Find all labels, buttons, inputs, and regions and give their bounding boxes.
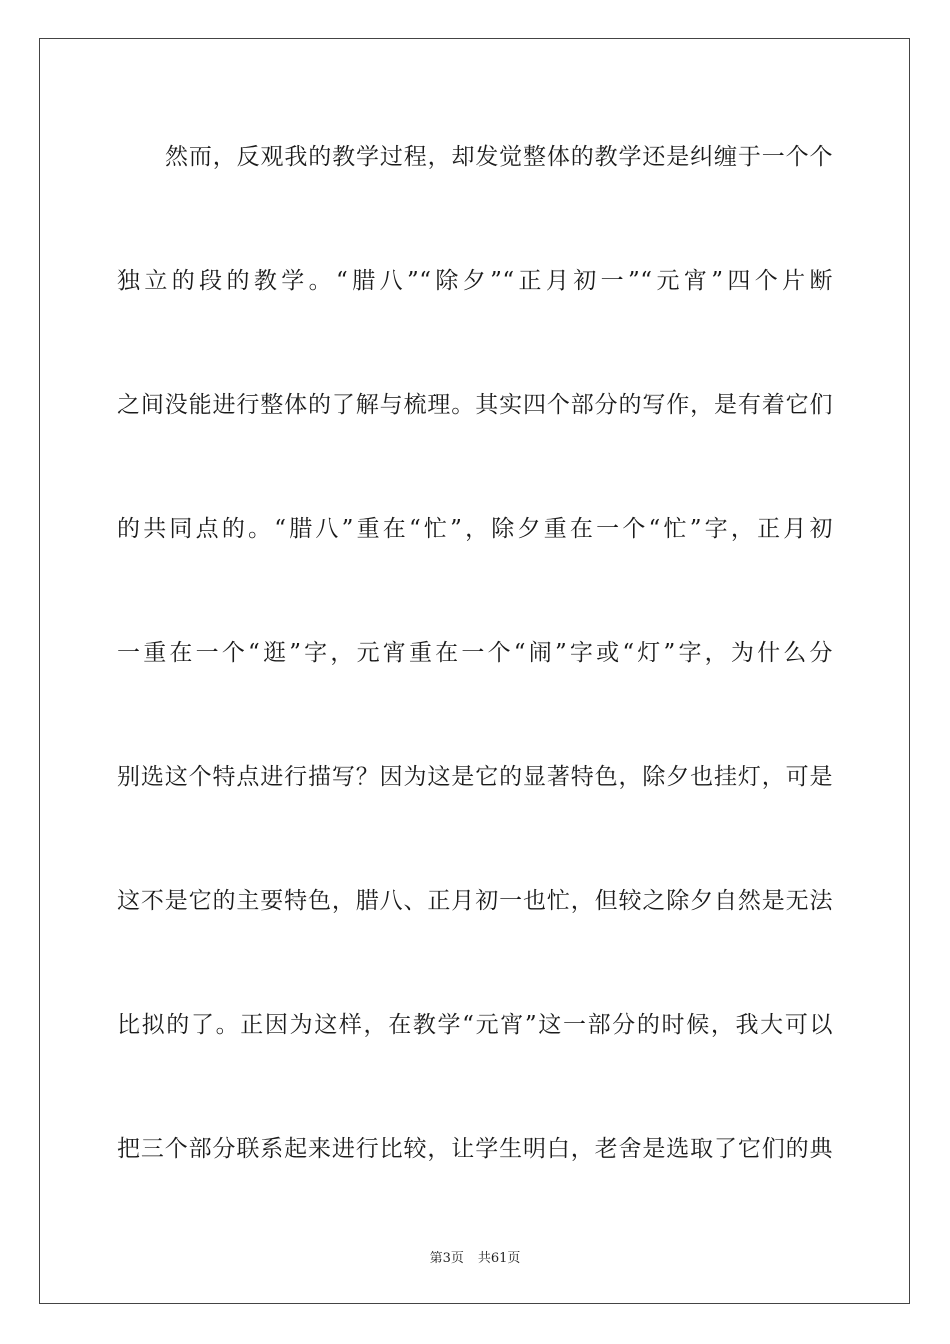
text-line: 独立的段的教学。“腊八”“除夕”“正月初一”“元宵”四个片断 (117, 268, 833, 294)
page-number: 第3页 (429, 1251, 464, 1266)
page-footer (0, 1247, 950, 1266)
text-line: 的共同点的。“腊八”重在“忙”，除夕重在一个“忙”字，正月初 (117, 516, 833, 542)
text-line: 把三个部分联系起来进行比较，让学生明白，老舍是选取了它们的典 (117, 1136, 833, 1162)
body-text (117, 126, 833, 1242)
text-line: 一重在一个“逛”字，元宵重在一个“闹”字或“灯”字，为什么分 (117, 640, 833, 666)
text-line: 比拟的了。正因为这样，在教学“元宵”这一部分的时候，我大可以 (117, 1012, 833, 1038)
text-line: 然而，反观我的教学过程，却发觉整体的教学还是纠缠于一个个 (165, 144, 833, 170)
text-line: 这不是它的主要特色，腊八、正月初一也忙，但较之除夕自然是无法 (117, 888, 833, 914)
page-total: 共61页 (477, 1251, 521, 1266)
text-line: 别选这个特点进行描写？因为这是它的显著特色，除夕也挂灯，可是 (117, 764, 833, 790)
text-line: 之间没能进行整体的了解与梳理。其实四个部分的写作，是有着它们 (117, 392, 833, 418)
